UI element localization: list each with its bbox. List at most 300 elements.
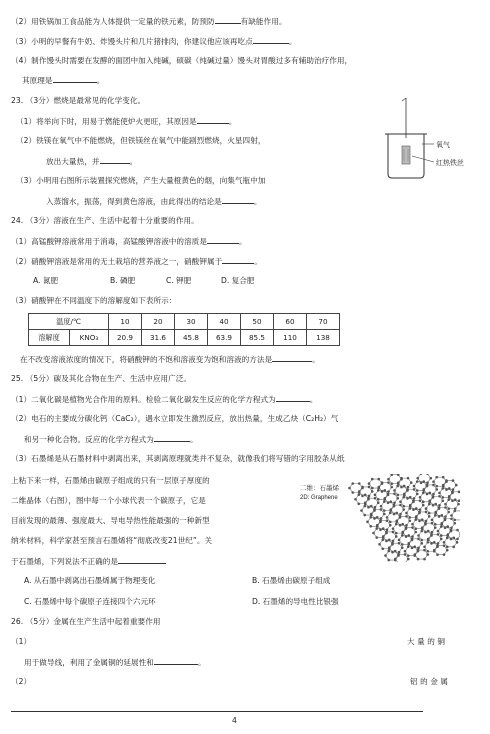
carbon-atom <box>450 538 453 541</box>
carbon-atom <box>445 488 448 491</box>
carbon-atom <box>382 527 385 530</box>
carbon-atom <box>393 501 396 504</box>
line-text: （3）石墨烯是从石墨材料中剥离出来，其剥离原理就类并不复杂，就像我们将写错的字用胶条从纸 <box>11 454 345 463</box>
line-text-after: 。 <box>238 237 247 246</box>
line-text: （1） <box>11 637 32 646</box>
carbon-atom <box>410 481 413 484</box>
carbon-atom <box>369 525 372 528</box>
carbon-atom <box>405 515 408 518</box>
carbon-atom <box>436 544 439 547</box>
carbon-atom <box>446 525 449 528</box>
carbon-atom <box>423 545 426 548</box>
carbon-atom <box>411 526 414 529</box>
carbon-atom <box>434 503 437 506</box>
text-line <box>16 116 236 127</box>
text-line <box>11 374 191 384</box>
line-text: （2）电石的主要成分碳化钙（CaC₂），遇水立即发生激烈反应，放出热量，生成乙炔（C₂H₂）气 <box>11 414 339 423</box>
carbon-atom <box>453 510 456 513</box>
carbon-atom <box>406 497 409 500</box>
text-line <box>16 176 265 186</box>
carbon-atom <box>432 493 435 496</box>
carbon-atom <box>361 486 364 489</box>
carbon-atom <box>422 492 425 495</box>
carbon-atom <box>420 481 423 484</box>
carbon-atom <box>351 482 354 485</box>
line-text: 二维晶体（右图），图中每一个小球代表一个碳原子，它是 <box>11 496 206 505</box>
line-text: （2） <box>11 677 32 686</box>
carbon-atom <box>416 489 419 492</box>
carbon-atom <box>422 504 425 507</box>
carbon-atom <box>446 537 449 540</box>
carbon-atom <box>422 501 425 504</box>
carbon-atom <box>388 538 391 541</box>
carbon-atom <box>405 535 408 538</box>
carbon-atom <box>446 549 449 552</box>
carbon-atom <box>386 516 389 519</box>
text-line <box>11 476 210 486</box>
text-line <box>11 296 176 306</box>
carbon-atom <box>404 553 407 556</box>
text-line <box>20 354 320 365</box>
carbon-atom <box>411 535 414 538</box>
carbon-atom <box>426 481 429 484</box>
carbon-atom <box>381 538 384 541</box>
carbon-atom <box>414 518 417 521</box>
carbon-atom <box>421 518 424 521</box>
carbon-atom <box>366 520 369 523</box>
carbon-atom <box>434 514 437 517</box>
carbon-atom <box>419 499 422 502</box>
table-row <box>29 330 340 346</box>
carbon-atom <box>444 517 447 520</box>
carbon-atom <box>416 493 419 496</box>
carbon-atom <box>391 551 394 554</box>
solubility-table <box>28 313 340 346</box>
carbon-atom <box>388 546 391 549</box>
solubility-header: 溶解度 <box>29 330 70 346</box>
carbon-atom <box>428 499 431 502</box>
carbon-atom <box>420 542 423 545</box>
carbon-atom <box>393 492 396 495</box>
carbon-atom <box>381 547 384 550</box>
carbon-atom <box>386 528 389 531</box>
carbon-atom <box>415 515 418 518</box>
carbon-atom <box>428 512 431 515</box>
carbon-atom <box>397 481 400 484</box>
carbon-atom <box>438 504 441 507</box>
line-text: （3）小明用右图所示装置探究燃烧，产生大量橙黄色的烟，向集气瓶中加 <box>16 176 266 185</box>
carbon-atom <box>450 514 453 517</box>
carbon-atom <box>377 489 380 492</box>
line-text-after: 。 <box>253 197 262 206</box>
text-line <box>11 454 345 464</box>
carbon-atom <box>370 505 373 508</box>
line-text: 上粘下来一样，石墨烯由碳原子组成的只有一层原子厚度的 <box>11 476 210 485</box>
carbon-atom <box>423 558 426 561</box>
carbon-atom <box>395 523 398 526</box>
carbon-atom <box>432 504 435 507</box>
carbon-atom <box>398 542 401 545</box>
carbon-atom <box>387 478 390 481</box>
carbon-atom <box>369 516 372 519</box>
text-line <box>11 16 287 27</box>
carbon-atom <box>403 485 406 488</box>
line-text-after: 。 <box>96 76 105 85</box>
carbon-atom <box>392 527 395 530</box>
graphene-lattice <box>348 474 460 562</box>
carbon-atom <box>385 540 388 543</box>
iron-wire-label: 红热铁丝 <box>436 160 464 167</box>
carbon-atom <box>417 534 420 537</box>
carbon-atom <box>419 496 422 499</box>
line-text: （3）硝酸钾在不同温度下的溶解度如下表所示： <box>11 296 177 305</box>
carbon-atom <box>398 551 401 554</box>
solubility-cell: 138 <box>307 330 340 346</box>
q24-option-c: C. 钾肥 <box>166 276 192 285</box>
carbon-atom <box>379 528 382 531</box>
line-text-after: 。 <box>189 435 198 444</box>
answer-blank <box>222 256 254 264</box>
carbon-atom <box>377 486 380 489</box>
answer-blank <box>272 354 312 362</box>
line-text-after: 有缺能作用。 <box>240 17 287 26</box>
carbon-atom <box>420 530 423 533</box>
carbon-atom <box>387 559 390 562</box>
carbon-atom <box>453 519 456 522</box>
carbon-atom <box>452 537 455 540</box>
text-line <box>11 236 247 247</box>
carbon-atom <box>446 533 449 536</box>
carbon-atom <box>441 499 444 502</box>
carbon-atom <box>401 543 404 546</box>
carbon-atom <box>416 477 419 480</box>
temp-cell: 20 <box>142 314 175 330</box>
carbon-atom <box>389 508 392 511</box>
lattice-hexagon <box>395 554 408 562</box>
carbon-atom <box>431 519 434 522</box>
carbon-atom <box>395 512 398 515</box>
carbon-atom <box>387 501 390 504</box>
carbon-atom <box>456 529 459 532</box>
temp-cell: 70 <box>307 314 340 330</box>
line-text-after: 。 <box>288 37 297 46</box>
carbon-atom <box>394 550 397 553</box>
text-line <box>11 637 31 647</box>
carbon-atom <box>374 497 377 500</box>
answer-blank <box>154 434 190 442</box>
line-text-after: 。 <box>309 395 318 404</box>
carbon-atom <box>438 492 441 495</box>
line-text: （4）制作馒头时需要在发酵的面团中加入纯碱，硕碳（纯碱过量）馒头对胃酸过多有辅助治疗作用， <box>11 56 353 65</box>
carbon-atom <box>405 526 408 529</box>
solubility-cell: 20.9 <box>109 330 142 346</box>
carbon-atom <box>418 520 421 523</box>
carbon-atom <box>396 494 399 497</box>
carbon-atom <box>377 478 380 481</box>
carbon-atom <box>383 497 386 500</box>
text-fragment-right: 铝 的 金 属 <box>410 677 448 686</box>
carbon-atom <box>411 538 414 541</box>
text-line <box>11 96 145 106</box>
carbon-atom <box>360 509 363 512</box>
carbon-atom <box>393 489 396 492</box>
carbon-atom <box>458 491 460 494</box>
carbon-atom <box>433 549 436 552</box>
carbon-atom <box>368 482 371 485</box>
lattice-hexagon <box>434 477 447 486</box>
carbon-atom <box>432 484 435 487</box>
answer-blank <box>154 657 198 665</box>
carbon-atom <box>397 553 400 556</box>
carbon-atom <box>396 497 399 500</box>
carbon-atom <box>370 513 373 516</box>
temp-cell: 10 <box>109 314 142 330</box>
line-text: （1）将举向下时，用易于燃能使炉火更旺，其原因是 <box>16 117 197 126</box>
text-line <box>16 136 265 146</box>
carbon-atom <box>389 521 392 524</box>
carbon-atom <box>407 542 410 545</box>
carbon-atom <box>405 512 408 515</box>
lattice-hexagon <box>350 483 363 492</box>
carbon-atom <box>399 500 402 503</box>
answer-blank <box>276 394 310 402</box>
carbon-atom <box>390 486 393 489</box>
carbon-atom <box>430 542 433 545</box>
carbon-atom <box>450 517 453 520</box>
text-line <box>11 256 262 267</box>
carbon-atom <box>371 487 374 490</box>
line-text-after: 。 <box>197 658 206 667</box>
carbon-atom <box>452 488 455 491</box>
carbon-atom <box>440 514 443 517</box>
carbon-atom <box>380 508 383 511</box>
carbon-atom <box>381 481 384 484</box>
carbon-atom <box>401 523 404 526</box>
q25-option-c: C. 石墨烯中每个碳原子连接四个六元环 <box>24 597 156 606</box>
text-line <box>11 496 206 506</box>
carbon-atom <box>401 531 404 534</box>
carbon-atom <box>377 498 380 501</box>
carbon-atom <box>413 545 416 548</box>
carbon-atom <box>434 526 437 529</box>
carbon-atom <box>447 498 450 501</box>
carbon-atom <box>408 507 411 510</box>
carbon-atom <box>438 495 441 498</box>
carbon-atom <box>417 538 420 541</box>
carbon-atom <box>452 479 455 482</box>
combustion-apparatus-figure <box>378 98 470 184</box>
carbon-atom <box>389 512 392 515</box>
text-line <box>11 216 199 226</box>
carbon-atom <box>399 515 402 518</box>
line-text: （2）硝酸钾溶液是常用的无土栽培的营养液之一，硝酸钾属于 <box>11 257 223 266</box>
carbon-atom <box>434 511 437 514</box>
carbon-atom <box>361 495 364 498</box>
solubility-cell: 110 <box>274 330 307 346</box>
carbon-atom <box>377 501 380 504</box>
carbon-atom <box>407 554 410 557</box>
carbon-atom <box>440 538 443 541</box>
carbon-atom <box>415 507 418 510</box>
carbon-atom <box>401 546 404 549</box>
carbon-atom <box>395 535 398 538</box>
carbon-atom <box>416 480 419 483</box>
carbon-atom <box>414 527 417 530</box>
carbon-atom <box>423 549 426 552</box>
carbon-atom <box>392 540 395 543</box>
carbon-atom <box>409 496 412 499</box>
line-text-after: 。 <box>129 157 138 166</box>
q25-option-a: A. 从石墨中剥离出石墨烯属于物理变化 <box>24 576 156 585</box>
text-line <box>11 394 317 405</box>
carbon-atom <box>418 511 421 514</box>
lattice-hexagon <box>389 475 402 484</box>
carbon-atom <box>413 497 416 500</box>
carbon-atom <box>417 549 420 552</box>
carbon-atom <box>396 485 399 488</box>
carbon-atom <box>387 550 390 553</box>
carbon-atom <box>402 496 405 499</box>
carbon-atom <box>450 526 453 529</box>
carbon-atom <box>446 546 449 549</box>
carbon-atom <box>383 489 386 492</box>
text-line <box>24 434 198 445</box>
carbon-atom <box>425 511 428 514</box>
answer-blank <box>53 75 97 83</box>
carbon-atom <box>431 531 434 534</box>
carbon-atom <box>428 492 431 495</box>
carbon-atom <box>387 481 390 484</box>
text-line <box>46 156 137 167</box>
temp-cell: 60 <box>274 314 307 330</box>
carbon-atom <box>408 516 411 519</box>
carbon-atom <box>399 504 402 507</box>
line-text-after: 。 <box>228 117 237 126</box>
carbon-atom <box>399 513 402 516</box>
carbon-atom <box>412 499 415 502</box>
carbon-atom <box>430 533 433 536</box>
carbon-atom <box>393 504 396 507</box>
carbon-atom <box>401 534 404 537</box>
carbon-atom <box>425 507 428 510</box>
solubility-cell: 63.9 <box>208 330 241 346</box>
carbon-atom <box>413 485 416 488</box>
line-text: （3）小明的早餐有牛奶、炸馒头片和几片猪排肉，你建议他应该再吃点 <box>11 37 253 46</box>
carbon-atom <box>407 534 410 537</box>
line-text: 于石墨烯，下列说法不正确的是 <box>11 557 119 566</box>
carbon-atom <box>363 514 366 517</box>
carbon-atom <box>393 513 396 516</box>
carbon-atom <box>406 488 409 491</box>
lattice-hexagon <box>434 546 447 555</box>
carbon-atom <box>424 531 427 534</box>
carbon-atom <box>447 507 450 510</box>
carbon-atom <box>453 522 456 525</box>
carbon-atom <box>383 513 386 516</box>
carbon-atom <box>443 541 446 544</box>
carbon-atom <box>421 526 424 529</box>
carbon-atom <box>398 539 401 542</box>
solubility-cell: 31.6 <box>142 330 175 346</box>
line-text: 入蒸馏水，振荡，得到黄色溶液，由此得出的结论是 <box>46 197 222 206</box>
carbon-atom <box>422 488 425 491</box>
carbon-atom <box>450 529 453 532</box>
temp-cell: 40 <box>208 314 241 330</box>
oxygen-label: 氧气 <box>436 142 450 149</box>
carbon-atom <box>364 493 367 496</box>
carbon-atom <box>456 541 459 544</box>
carbon-atom <box>390 482 393 485</box>
carbon-atom <box>382 535 385 538</box>
line-text: 25. （5分）碳及其化合物在生产、生活中应用广泛。 <box>11 374 192 383</box>
carbon-atom <box>413 553 416 556</box>
carbon-atom <box>441 487 444 490</box>
text-line <box>11 36 297 47</box>
q25-option-d: D. 石墨烯的导电性比银强 <box>252 597 339 606</box>
carbon-atom <box>440 525 443 528</box>
line-text-after: 。 <box>312 355 320 364</box>
carbon-atom <box>419 508 422 511</box>
carbon-atom <box>441 496 444 499</box>
carbon-atom <box>409 504 412 507</box>
carbon-atom <box>381 490 384 493</box>
carbon-atom <box>443 544 446 547</box>
carbon-atom <box>400 477 403 480</box>
carbon-atom <box>424 522 427 525</box>
carbon-atom <box>445 479 448 482</box>
text-fragment-right: 大 量 的 铜 <box>407 637 445 646</box>
carbon-atom <box>427 530 430 533</box>
carbon-atom <box>367 506 370 509</box>
line-text-after: 。 <box>254 257 262 266</box>
carbon-atom <box>371 478 374 481</box>
text-line <box>24 657 206 668</box>
carbon-atom <box>431 522 434 525</box>
carbon-atom <box>437 542 440 545</box>
answer-blank <box>253 36 289 44</box>
carbon-atom <box>414 531 417 534</box>
carbon-atom <box>372 532 375 535</box>
carbon-atom <box>383 500 386 503</box>
carbon-atom <box>407 558 410 561</box>
carbon-atom <box>358 490 361 493</box>
carbon-atom <box>358 482 361 485</box>
carbon-atom <box>432 480 435 483</box>
temp-cell: 30 <box>175 314 208 330</box>
carbon-atom <box>400 486 403 489</box>
text-line <box>11 56 352 66</box>
carbon-atom <box>426 541 429 544</box>
carbon-atom <box>456 538 459 541</box>
q24-option-d: D. 复合肥 <box>221 276 255 285</box>
carbon-atom <box>442 476 445 479</box>
answer-blank <box>207 236 239 244</box>
carbon-atom <box>455 484 458 487</box>
carbon-atom <box>402 505 405 508</box>
carbon-atom <box>403 493 406 496</box>
carbon-atom <box>387 492 390 495</box>
carbon-atom <box>378 543 381 546</box>
carbon-atom <box>437 533 440 536</box>
carbon-atom <box>384 554 387 557</box>
carbon-atom <box>383 509 386 512</box>
carbon-atom <box>452 546 455 549</box>
line-text: 24. （3分）溶液在生产、生活中起着十分重要的作用。 <box>11 216 199 225</box>
line-text: （2）用铁锅加工食品能为人体提供一定量的铁元素，防预防 <box>11 17 215 26</box>
carbon-atom <box>395 532 398 535</box>
carbon-atom <box>394 558 397 561</box>
carbon-atom <box>432 495 435 498</box>
